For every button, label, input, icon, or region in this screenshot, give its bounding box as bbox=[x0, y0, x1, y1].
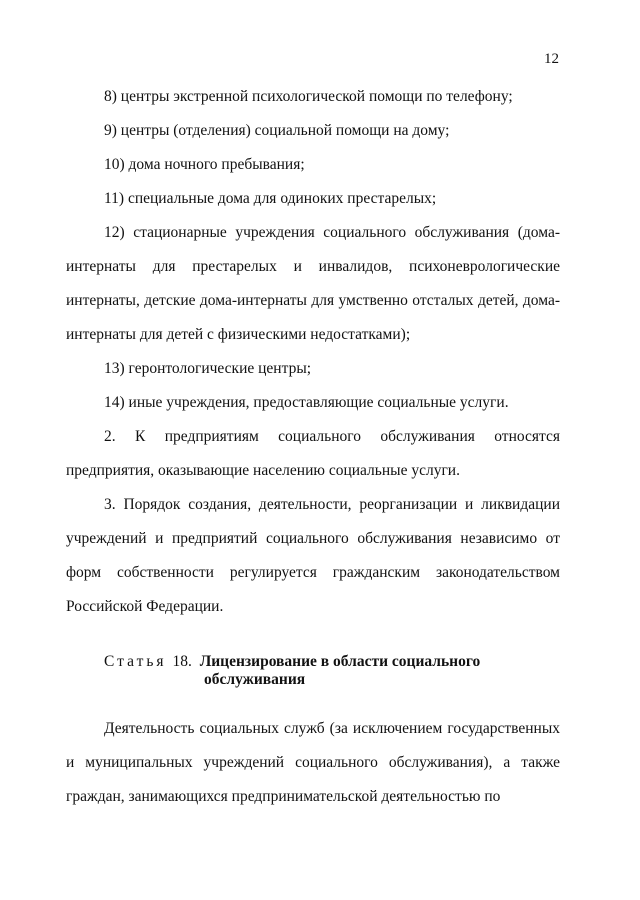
article-heading bbox=[104, 653, 524, 689]
article-title-line2: обслуживания bbox=[204, 671, 306, 688]
article-paragraph: Деятельность социальных служб (за исключением государственных и муниципальных учреждений социального обслуживания), а также граждан, занимающихся предпринимательской деятельностью по bbox=[66, 720, 560, 805]
article-body bbox=[66, 712, 560, 814]
list-item-8: 8) центры экстренной психологической помощи по телефону; bbox=[104, 88, 513, 105]
paragraph-3: 3. Порядок создания, деятельности, реорганизации и ликвидации учреждений и предприятий социального обслуживания независимо от форм собственности регулируется гражданским законодательством Российской Федерации. bbox=[66, 496, 560, 615]
document-body bbox=[66, 80, 560, 624]
article-number: 18. bbox=[172, 653, 192, 670]
list-item-14: 14) иные учреждения, предоставляющие социальные услуги. bbox=[104, 394, 509, 411]
list-item-13: 13) геронтологические центры; bbox=[104, 360, 312, 377]
article-label: Статья bbox=[104, 653, 167, 670]
list-item-11: 11) специальные дома для одиноких престарелых; bbox=[104, 190, 437, 207]
list-item-12: 12) стационарные учреждения социального обслуживания (дома-интернаты для престарелых и инвалидов, психоневрологические интернаты, детские дома-интернаты для умственно отсталых детей, дома-интернаты для детей с физическими недостатками); bbox=[66, 224, 560, 343]
article-title-line1: Лицензирование в области социального bbox=[199, 653, 481, 670]
paragraph-2: 2. К предприятиям социального обслуживания относятся предприятия, оказывающие населению социальные услуги. bbox=[66, 428, 560, 479]
page-number: 12 bbox=[544, 51, 559, 67]
list-item-10: 10) дома ночного пребывания; bbox=[104, 156, 305, 173]
list-item-9: 9) центры (отделения) социальной помощи на дому; bbox=[104, 122, 450, 139]
